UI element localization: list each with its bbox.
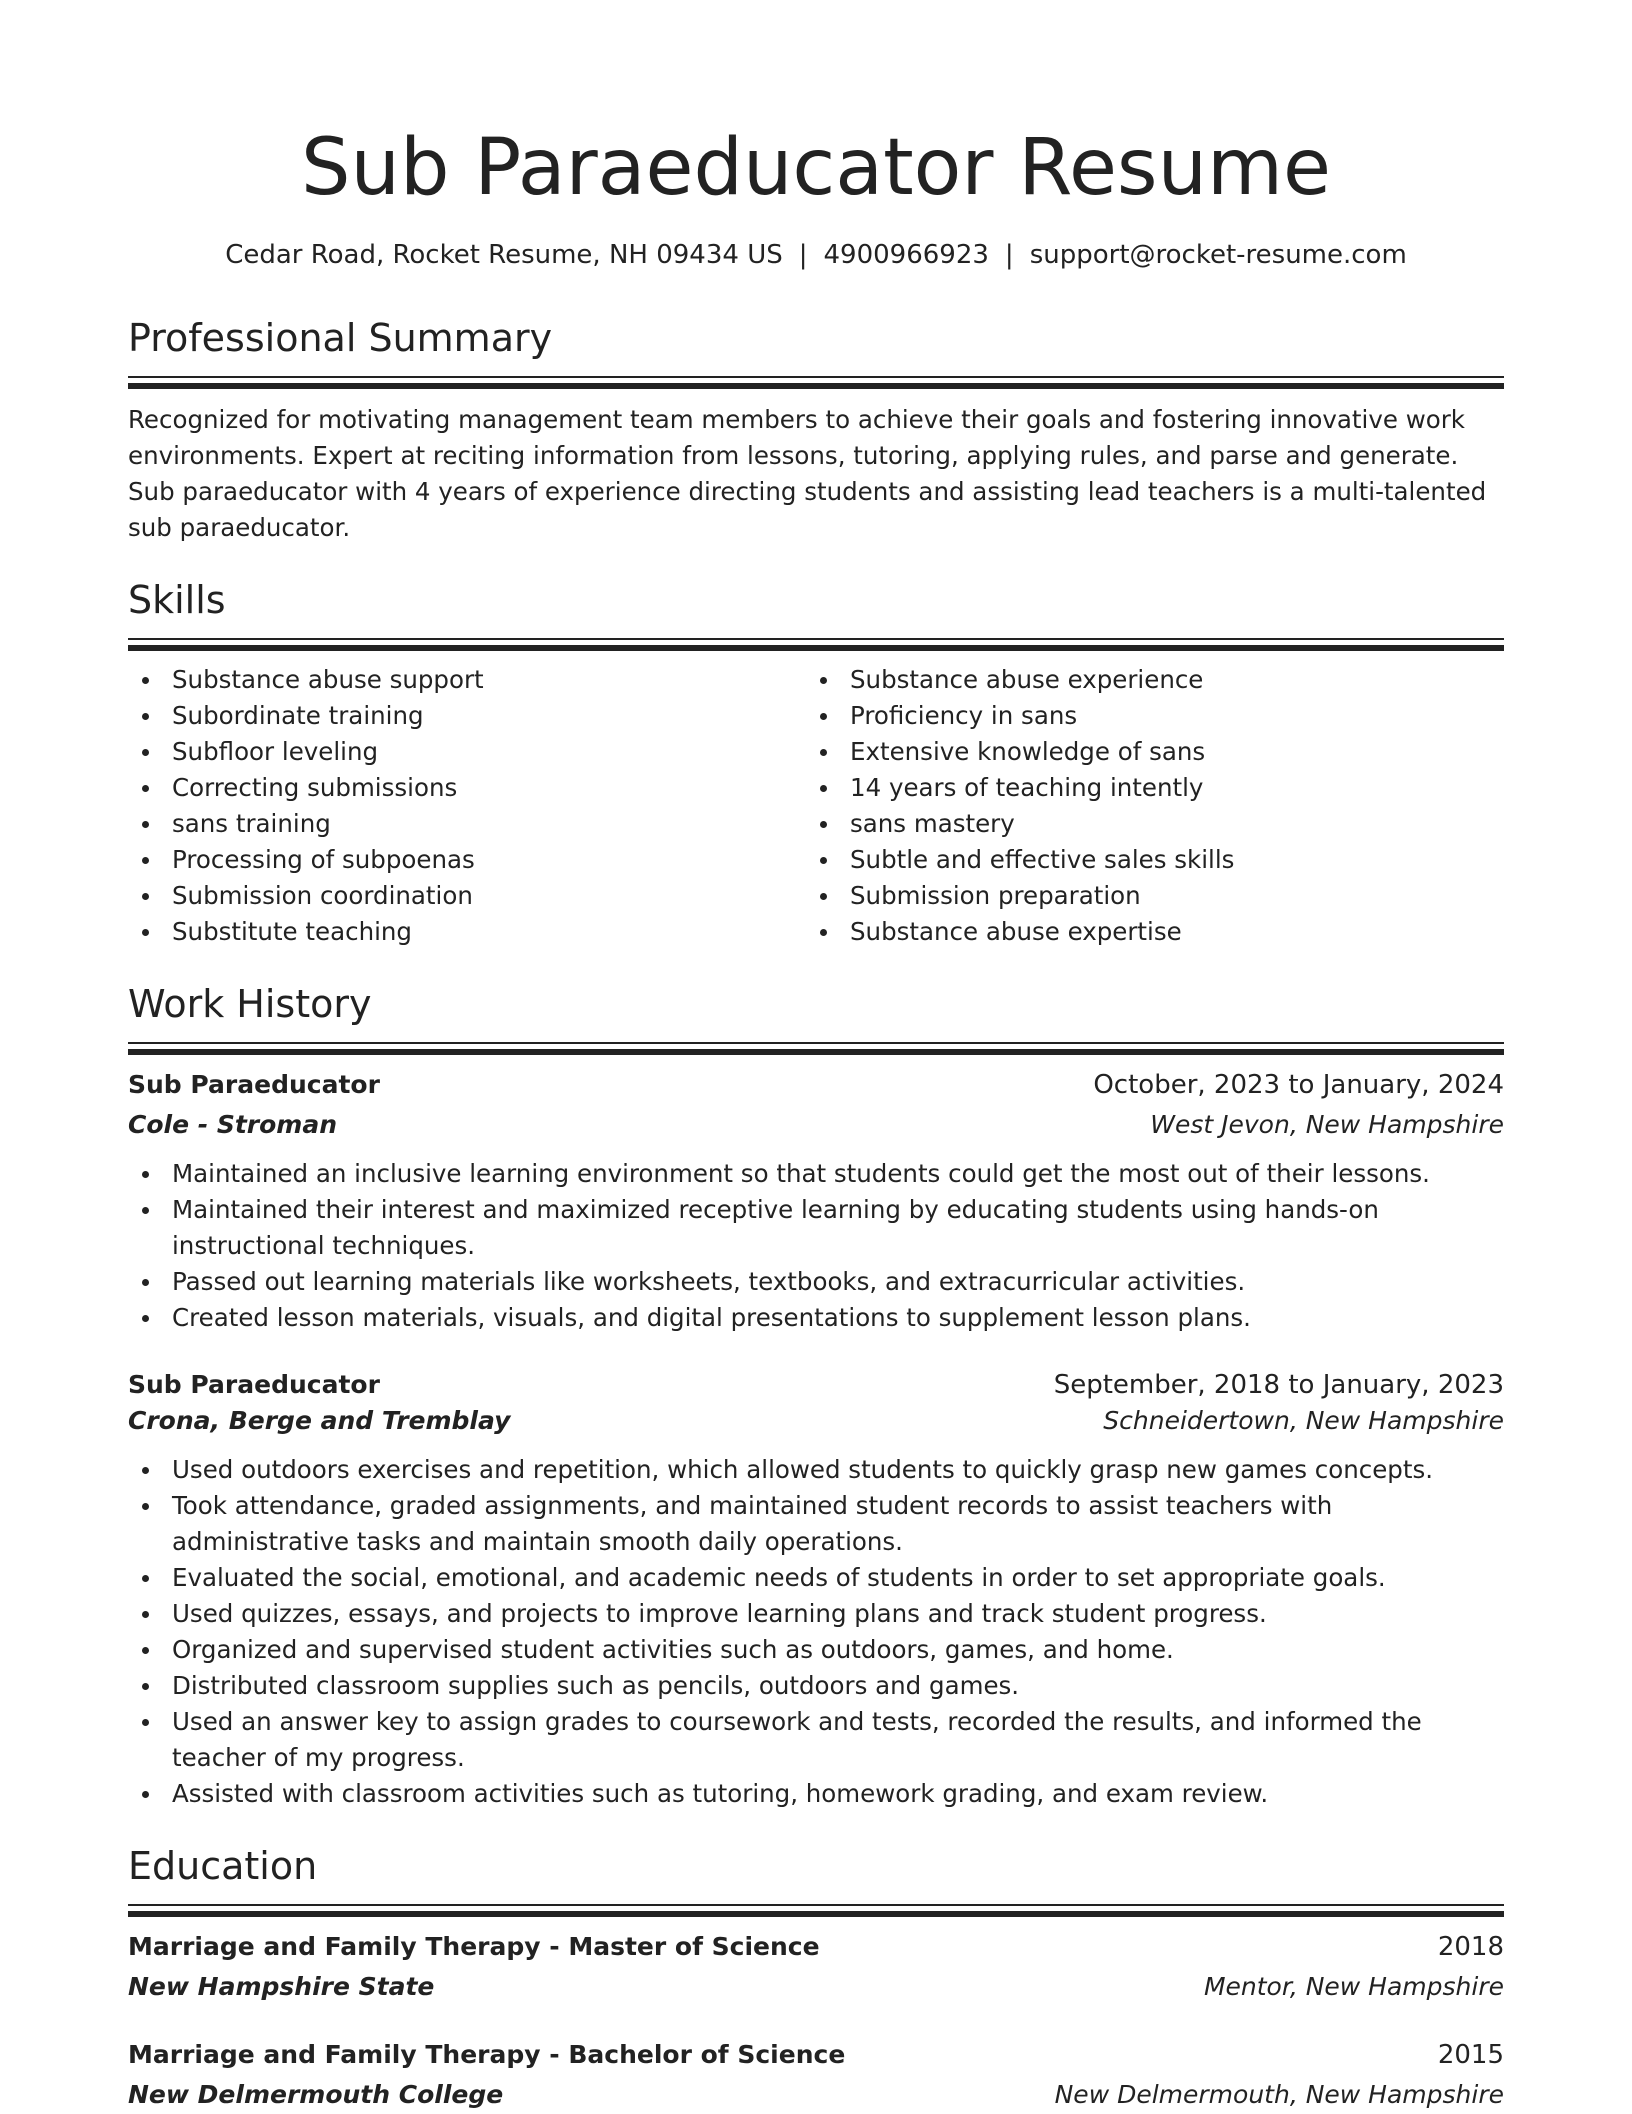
section-heading-summary: Professional Summary: [128, 316, 553, 360]
job-bullet: Used an answer key to assign grades to coursework and tests, recorded the results, and informed the teacher of my progress.: [128, 1704, 1504, 1776]
education-header: [128, 2036, 1504, 2074]
education-degree: Marriage and Family Therapy - Master of Science: [128, 1932, 820, 1961]
skills-section: [128, 576, 1504, 950]
section-heading-work-history: Work History: [128, 982, 372, 1026]
job-header: [128, 1366, 1504, 1404]
skill-item: Correcting submissions: [128, 770, 806, 806]
job-bullet: Used outdoors exercises and repetition, which allowed students to quickly grasp new games concepts.: [128, 1452, 1504, 1488]
job-subheader: [128, 1106, 1504, 1144]
skill-item: Subtle and effective sales skills: [806, 842, 1484, 878]
job-bullet: Organized and supervised student activities such as outdoors, games, and home.: [128, 1632, 1504, 1668]
job-company: Crona, Berge and Tremblay: [128, 1406, 511, 1435]
job-bullet-list: [128, 1452, 1504, 1812]
skill-item: Substance abuse expertise: [806, 914, 1484, 950]
job-bullet: Took attendance, graded assignments, and maintained student records to assist teachers with administrative tasks and maintain smooth daily operations.: [128, 1488, 1504, 1560]
contact-phone: 4900966923: [823, 240, 989, 270]
job-title: Sub Paraeducator: [128, 1370, 380, 1399]
resume-page: [128, 0, 1504, 2114]
section-divider: [128, 1042, 1504, 1056]
skills-list-right: [806, 662, 1484, 950]
section-heading-education: Education: [128, 1844, 318, 1888]
contact-email[interactable]: support@rocket-resume.com: [1029, 240, 1407, 270]
skill-item: 14 years of teaching intently: [806, 770, 1484, 806]
section-divider: [128, 376, 1504, 390]
job-bullet-list: [128, 1156, 1504, 1336]
job-bullet: Distributed classroom supplies such as pencils, outdoors and games.: [128, 1668, 1504, 1704]
job-bullet: Created lesson materials, visuals, and digital presentations to supplement lesson plans.: [128, 1300, 1504, 1336]
education-school: New Hampshire State: [128, 1972, 435, 2001]
job-location: Schneidertown, New Hampshire: [1103, 1406, 1504, 1435]
job-bullet: Used quizzes, essays, and projects to improve learning plans and track student progress.: [128, 1596, 1504, 1632]
skill-item: Submission preparation: [806, 878, 1484, 914]
job-dates: September, 2018 to January, 2023: [1053, 1370, 1504, 1400]
section-divider: [128, 1904, 1504, 1918]
education-header: [128, 1928, 1504, 1966]
work-history-section: [128, 980, 1504, 1812]
job-bullet: Passed out learning materials like worksheets, textbooks, and extracurricular activities.: [128, 1264, 1504, 1300]
skill-item: Proficiency in sans: [806, 698, 1484, 734]
education-year: 2018: [1437, 1932, 1504, 1962]
summary-section: [128, 314, 1504, 546]
education-subheader: [128, 1968, 1504, 2006]
job-title: Sub Paraeducator: [128, 1070, 380, 1099]
skill-item: Substance abuse experience: [806, 662, 1484, 698]
education-school: New Delmermouth College: [128, 2080, 504, 2109]
contact-separator: |: [798, 240, 808, 270]
job-bullet: Evaluated the social, emotional, and academic needs of students in order to set appropriate goals.: [128, 1560, 1504, 1596]
skill-item: Processing of subpoenas: [128, 842, 806, 878]
education-entry: [128, 1928, 1504, 2006]
job-company: Cole - Stroman: [128, 1110, 338, 1139]
skill-item: Submission coordination: [128, 878, 806, 914]
skills-columns: [128, 662, 1504, 950]
job-bullet: Maintained an inclusive learning environment so that students could get the most out of their lessons.: [128, 1156, 1504, 1192]
contact-separator: |: [1004, 240, 1014, 270]
education-location: Mentor, New Hampshire: [1203, 1972, 1504, 2001]
job-subheader: [128, 1402, 1504, 1440]
section-heading-skills: Skills: [128, 578, 226, 622]
job-entry: [128, 1066, 1504, 1336]
job-dates: October, 2023 to January, 2024: [1093, 1070, 1504, 1100]
job-bullet: Assisted with classroom activities such as tutoring, homework grading, and exam review.: [128, 1776, 1504, 1812]
skill-item: Subfloor leveling: [128, 734, 806, 770]
education-entry: [128, 2036, 1504, 2114]
resume-title: Sub Paraeducator Resume: [301, 123, 1331, 213]
education-subheader: [128, 2076, 1504, 2114]
contact-address: Cedar Road, Rocket Resume, NH 09434 US: [225, 240, 783, 270]
contact-line: [128, 238, 1504, 272]
skill-item: Extensive knowledge of sans: [806, 734, 1484, 770]
job-entry: [128, 1366, 1504, 1812]
education-year: 2015: [1437, 2040, 1504, 2070]
section-divider: [128, 638, 1504, 652]
skill-item: Substance abuse support: [128, 662, 806, 698]
job-location: West Jevon, New Hampshire: [1150, 1110, 1504, 1139]
skill-item: sans mastery: [806, 806, 1484, 842]
job-bullet: Maintained their interest and maximized receptive learning by educating students using hands-on instructional techniques.: [128, 1192, 1504, 1264]
skill-item: Substitute teaching: [128, 914, 806, 950]
job-header: [128, 1066, 1504, 1104]
skills-list-left: [128, 662, 806, 950]
summary-text: Recognized for motivating management team members to achieve their goals and fostering innovative work environments. Expert at reciting information from lessons, tutoring, applying rules, and parse and generate. Sub paraeducator with 4 years of experience directing students and assisting lead teachers is a multi-talented sub paraeducator.: [128, 405, 1487, 542]
skill-item: Subordinate training: [128, 698, 806, 734]
skill-item: sans training: [128, 806, 806, 842]
education-location: New Delmermouth, New Hampshire: [1054, 2080, 1504, 2109]
education-degree: Marriage and Family Therapy - Bachelor of Science: [128, 2040, 846, 2069]
education-section: [128, 1842, 1504, 2114]
